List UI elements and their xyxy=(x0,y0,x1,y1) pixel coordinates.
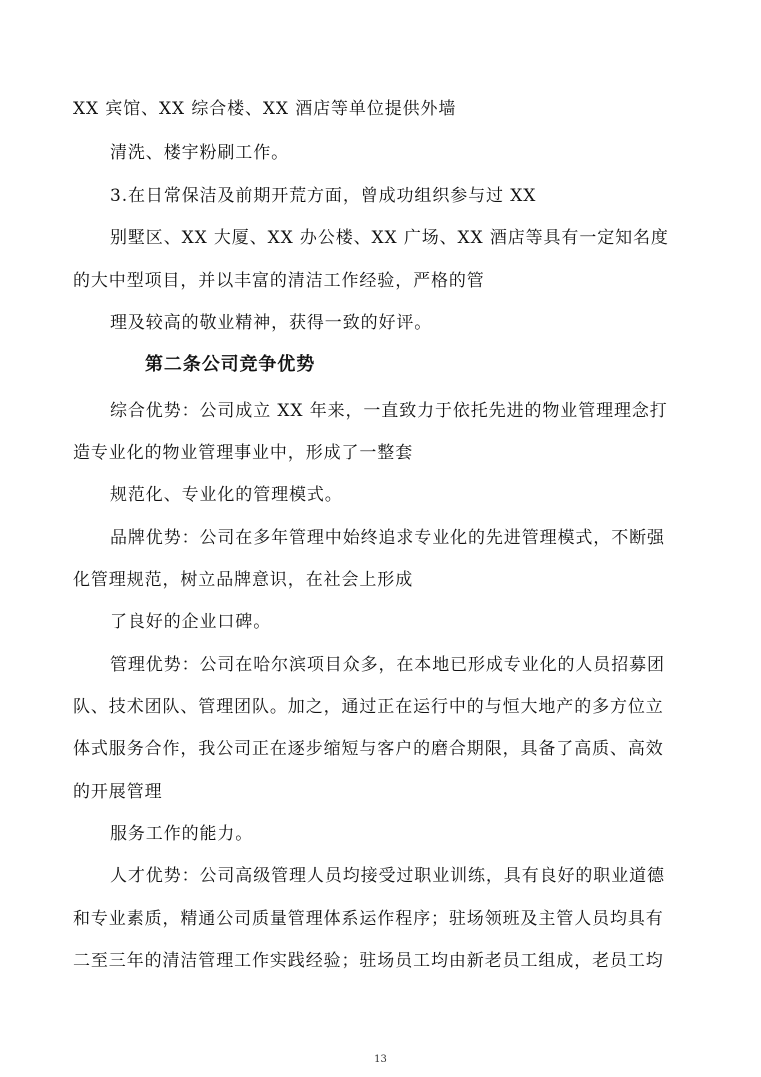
page-number: 13 xyxy=(374,1054,387,1065)
text-line: 二至三年的清洁管理工作实践经验；驻场员工均由新老员工组成，老员工均 xyxy=(73,951,664,971)
text-line: 队、技术团队、管理团队。加之，通过正在运行中的与恒大地产的多方位立 xyxy=(73,697,664,717)
text-line: 别墅区、XX 大厦、XX 办公楼、XX 广场、XX 酒店等具有一定知名度 xyxy=(110,228,669,248)
text-line: 规范化、专业化的管理模式。 xyxy=(110,485,343,505)
text-line: 综合优势：公司成立 XX 年来，一直致力于依托先进的物业管理理念打 xyxy=(110,401,668,421)
text-line: 人才优势：公司高级管理人员均接受过职业训练，具有良好的职业道德 xyxy=(110,866,665,886)
text-line: 服务工作的能力。 xyxy=(110,824,254,844)
text-line: 化管理规范，树立品牌意识，在社会上形成 xyxy=(73,570,414,590)
text-line: 管理优势：公司在哈尔滨项目众多，在本地已形成专业化的人员招募团 xyxy=(110,655,665,675)
text-line: XX 宾馆、XX 综合楼、XX 酒店等单位提供外墙 xyxy=(73,99,457,119)
text-line: 的开展管理 xyxy=(73,782,163,802)
text-line: 了良好的企业口碑。 xyxy=(110,612,272,632)
text-line: 造专业化的物业管理事业中，形成了一整套 xyxy=(73,443,414,463)
text-line: 的大中型项目，并以丰富的清洁工作经验，严格的管 xyxy=(73,271,485,291)
text-line: 3.在日常保洁及前期开荒方面，曾成功组织参与过 XX xyxy=(110,186,537,206)
text-line: 理及较高的敬业精神，获得一致的好评。 xyxy=(110,313,433,333)
text-line: 清洗、楼宇粉刷工作。 xyxy=(110,143,289,163)
text-line: 和专业素质，精通公司质量管理体系运作程序；驻场领班及主管人员均具有 xyxy=(73,909,664,929)
section-heading: 第二条公司竞争优势 xyxy=(145,354,316,375)
text-line: 体式服务合作，我公司正在逐步缩短与客户的磨合期限，具备了高质、高效 xyxy=(73,739,664,759)
text-line: 品牌优势：公司在多年管理中始终追求专业化的先进管理模式，不断强 xyxy=(110,528,665,548)
